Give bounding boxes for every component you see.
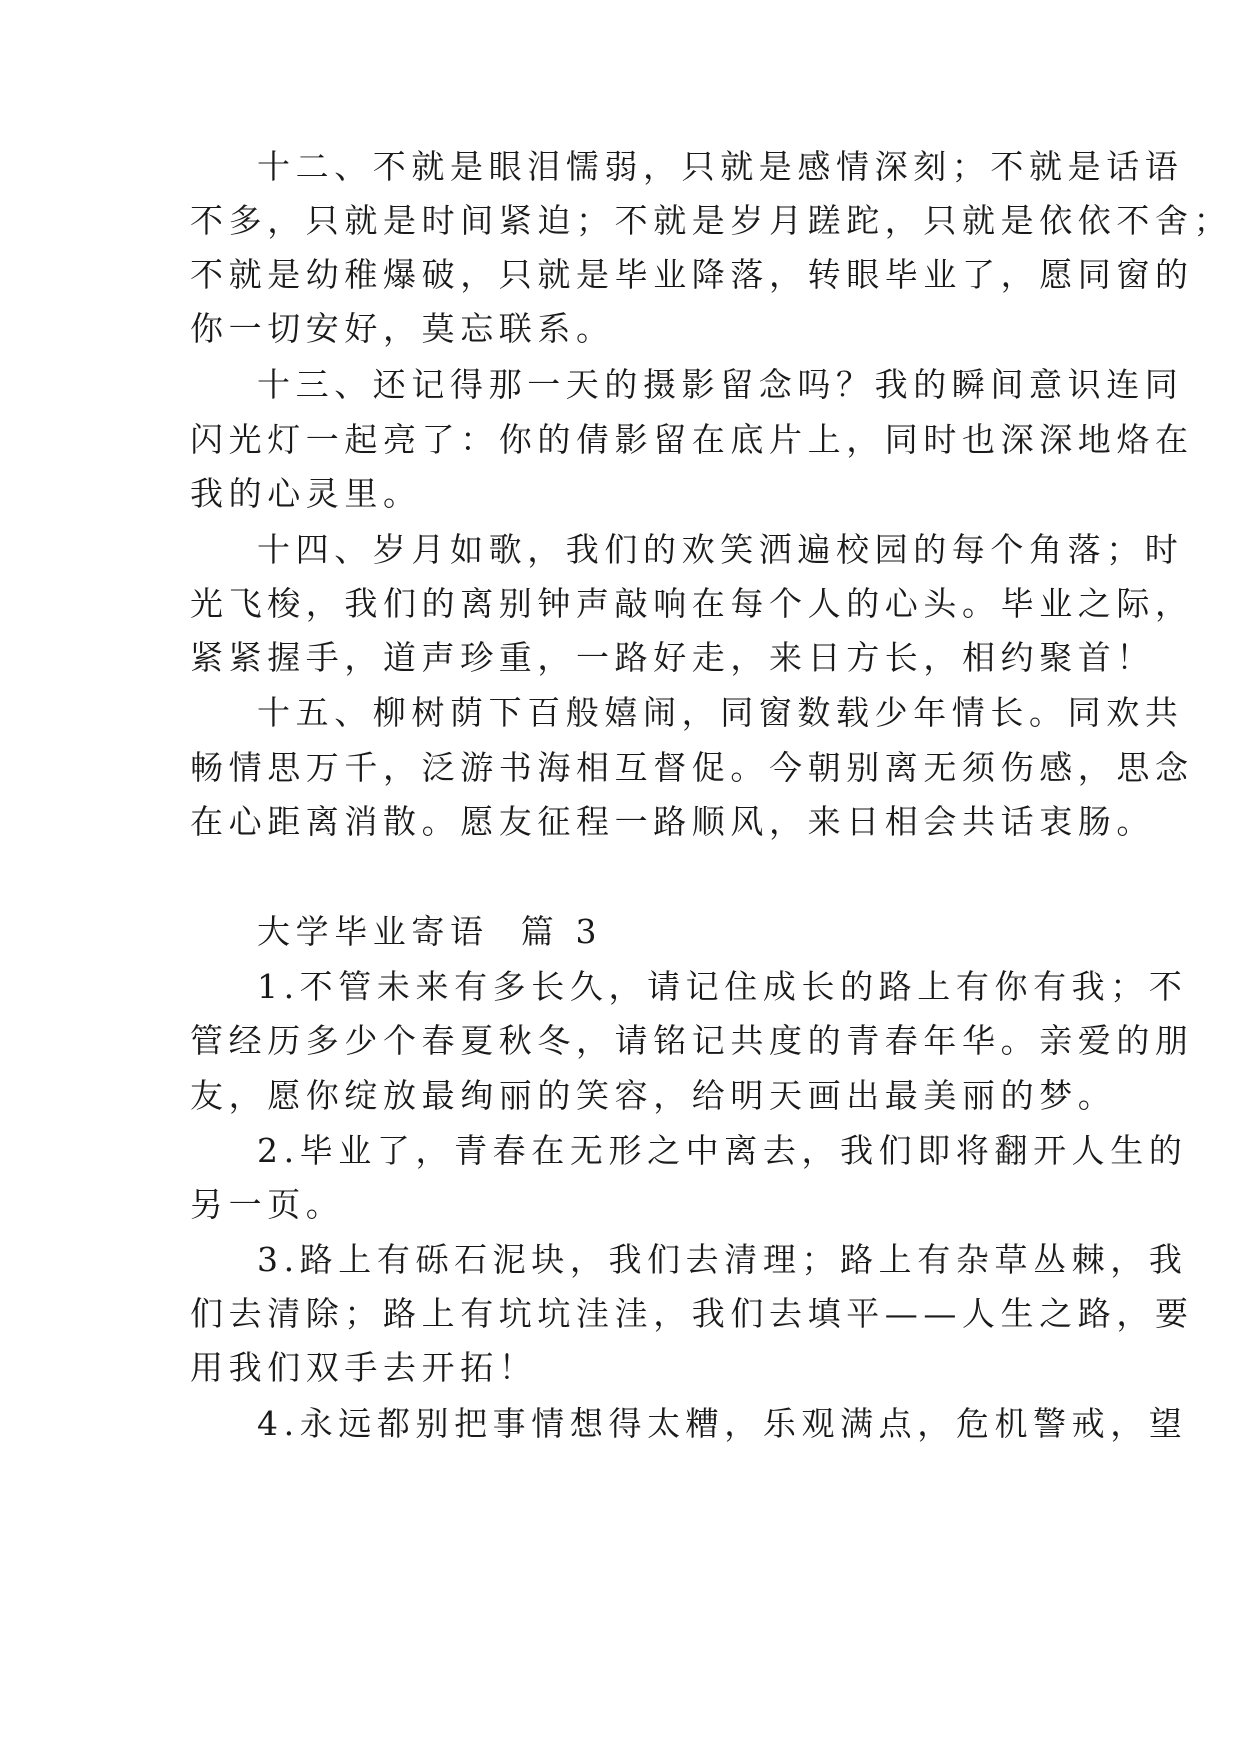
- paragraph-15-line-3: 在心距离消散。愿友征程一路顺风，来日相会共话衷肠。: [190, 802, 1155, 841]
- item-1-line-1: 1.不管未来有多长久，请记住成长的路上有你有我；不: [257, 967, 1188, 1006]
- item-2-line-1: 2.毕业了，青春在无形之中离去，我们即将翻开人生的: [257, 1131, 1188, 1170]
- paragraph-12-line-4: 你一切安好，莫忘联系。: [190, 309, 615, 348]
- paragraph-13-line-2: 闪光灯一起亮了：你的倩影留在底片上，同时也深深地烙在: [190, 420, 1194, 459]
- paragraph-13-line-1: 十三、还记得那一天的摄影留念吗？我的瞬间意识连同: [257, 365, 1184, 404]
- section-heading: 大学毕业寄语 篇 3: [257, 912, 603, 951]
- paragraph-14-line-2: 光飞梭，我们的离别钟声敲响在每个人的心头。毕业之际，: [190, 584, 1194, 623]
- paragraph-14-line-3: 紧紧握手，道声珍重，一路好走，来日方长，相约聚首！: [190, 638, 1155, 677]
- paragraph-12-line-3: 不就是幼稚爆破，只就是毕业降落，转眼毕业了，愿同窗的: [190, 255, 1194, 294]
- item-3-line-3: 用我们双手去开拓！: [190, 1348, 538, 1387]
- paragraph-14-line-1: 十四、岁月如歌，我们的欢笑洒遍校园的每个角落；时: [257, 530, 1184, 569]
- paragraph-13-line-3: 我的心灵里。: [190, 474, 422, 513]
- item-3-line-1: 3.路上有砾石泥块，我们去清理；路上有杂草丛棘，我: [257, 1240, 1188, 1279]
- paragraph-15-line-2: 畅情思万千，泛游书海相互督促。今朝别离无须伤感，思念: [190, 748, 1194, 787]
- item-1-line-3: 友，愿你绽放最绚丽的笑容，给明天画出最美丽的梦。: [190, 1076, 1117, 1115]
- item-1-line-2: 管经历多少个春夏秋冬，请铭记共度的青春年华。亲爱的朋: [190, 1021, 1194, 1060]
- paragraph-15-line-1: 十五、柳树荫下百般嬉闹，同窗数载少年情长。同欢共: [257, 693, 1184, 732]
- item-4-line-1: 4.永远都别把事情想得太糟，乐观满点，危机警戒，望: [257, 1404, 1188, 1443]
- item-2-line-2: 另一页。: [190, 1185, 345, 1224]
- item-3-line-2: 们去清除；路上有坑坑洼洼，我们去填平——人生之路，要: [190, 1294, 1194, 1333]
- paragraph-12-line-2: 不多，只就是时间紧迫；不就是岁月蹉跎，只就是依依不舍；: [190, 201, 1233, 240]
- paragraph-12-line-1: 十二、不就是眼泪懦弱，只就是感情深刻；不就是话语: [257, 147, 1184, 186]
